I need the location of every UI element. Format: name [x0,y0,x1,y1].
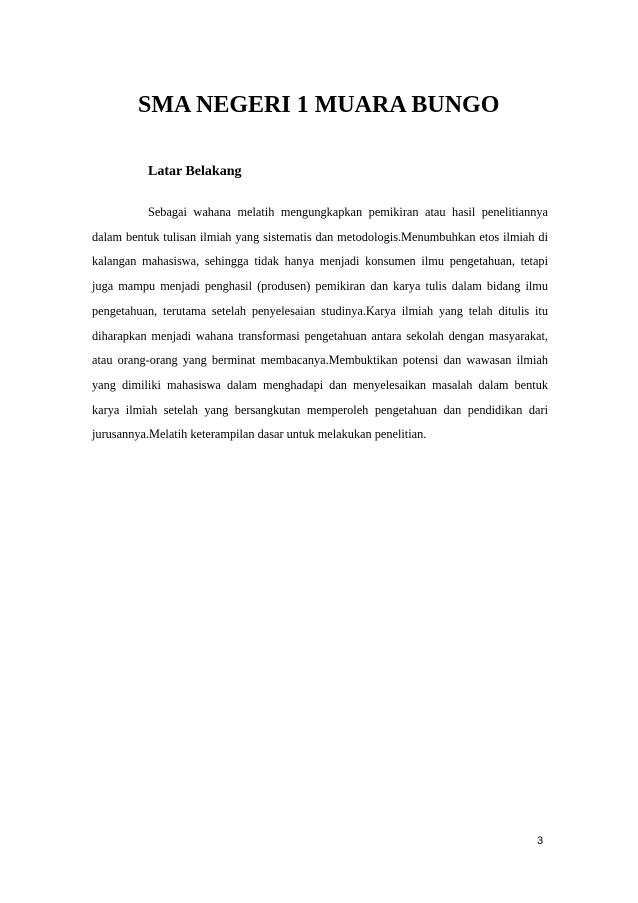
page-title: SMA NEGERI 1 MUARA BUNGO [138,92,500,118]
page-number: 3 [537,835,544,847]
section-heading: Latar Belakang [148,164,242,179]
body-paragraph: Sebagai wahana melatih mengungkapkan pemikiran atau hasil penelitiannya dalam bentuk tulisan ilmiah yang sistematis dan metodologis.Menumbuhkan etos ilmiah di kalangan mahasiswa, sehingga tidak hanya menjadi konsumen ilmu pengetahuan, tetapi juga mampu menjadi penghasil (produsen) pemikiran dan karya tulis dalam bidang ilmu pengetahuan, terutama setelah penyelesaian studinya.Karya ilmiah yang telah ditulis itu diharapkan menjadi wahana transformasi pengetahuan antara sekolah dengan masyarakat, atau orang-orang yang berminat membacanya.Membuktikan potensi dan wawasan ilmiah yang dimiliki mahasiswa dalam menghadapi dan menyelesaikan masalah dalam bentuk karya ilmiah setelah yang bersangkutan memperoleh pengetahuan dan pendidikan dari jurusannya.Melatih keterampilan dasar untuk melakukan penelitian. [92,205,548,442]
